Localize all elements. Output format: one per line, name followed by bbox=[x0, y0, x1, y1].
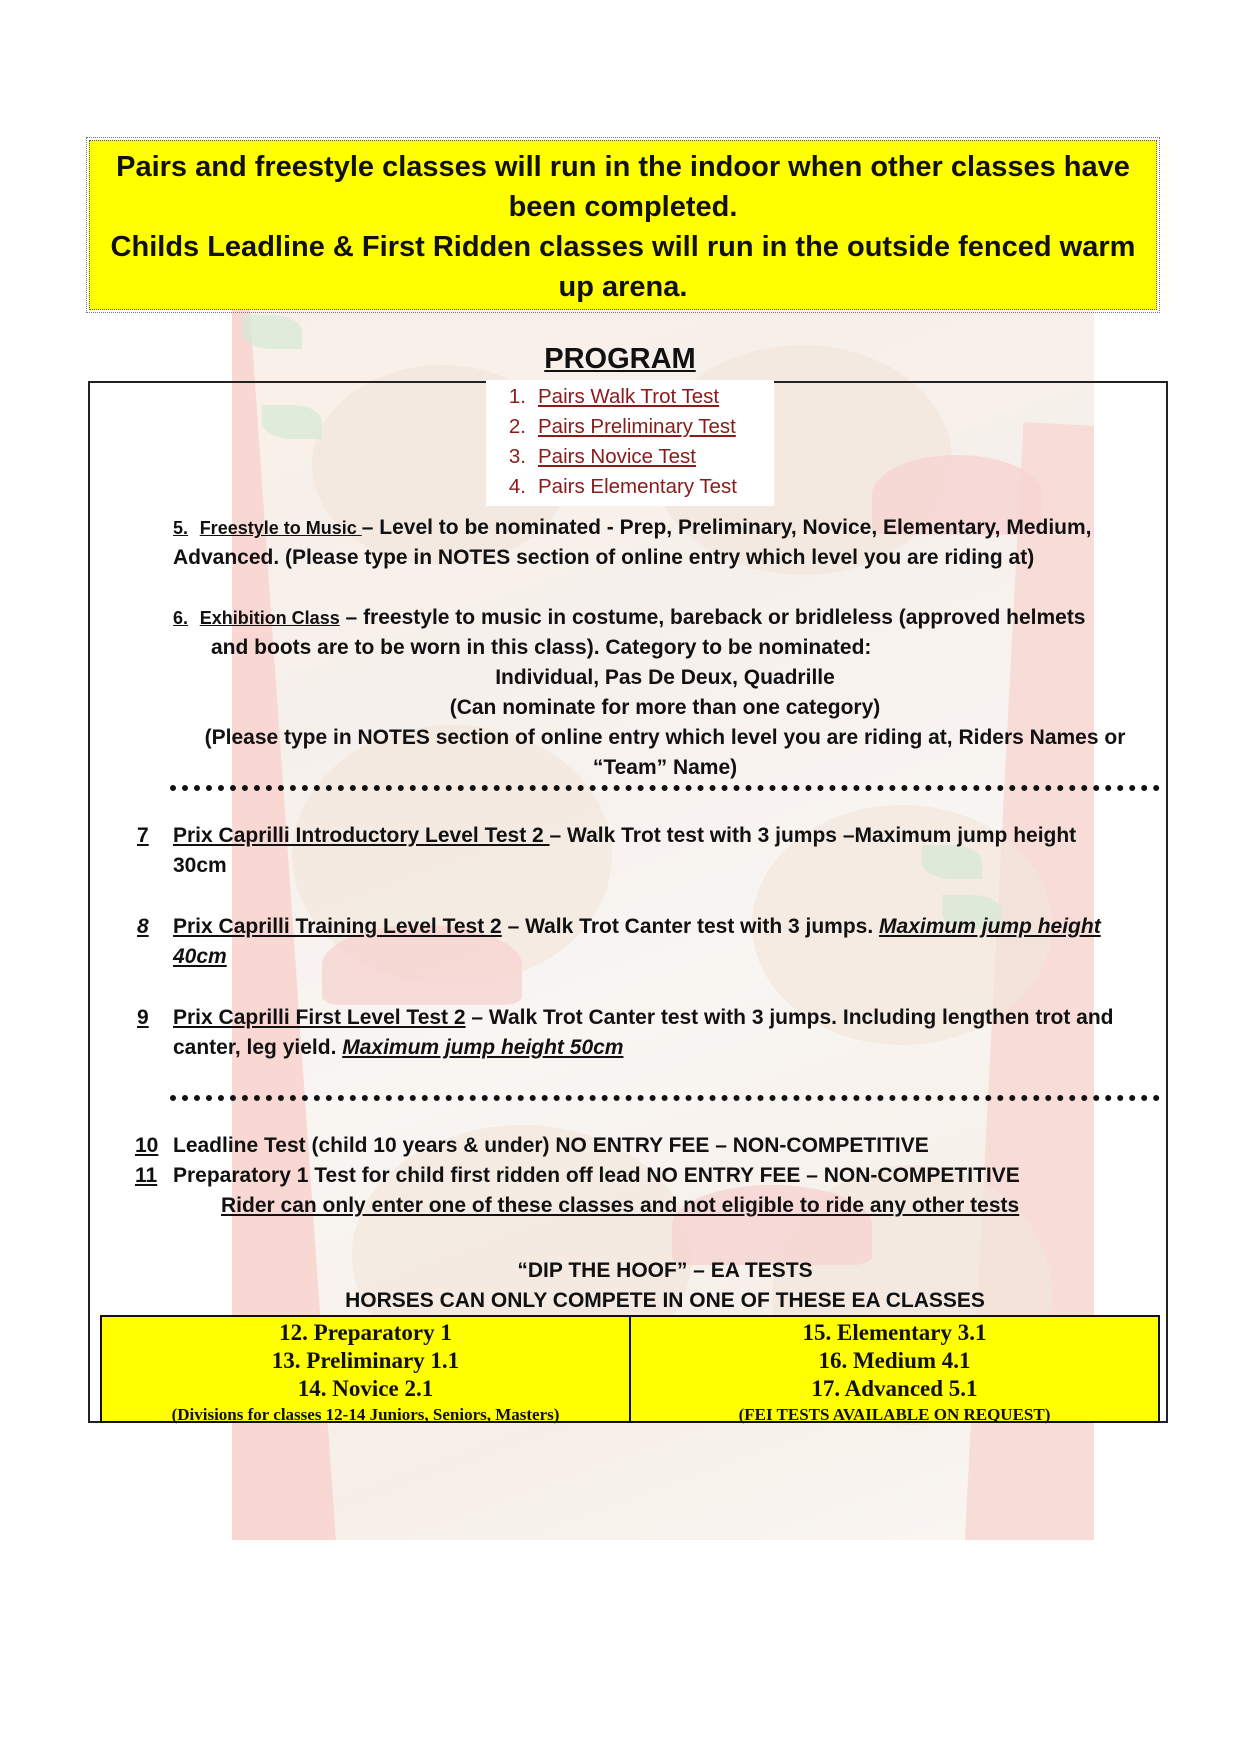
class-6-text-6: “Team” Name) bbox=[592, 756, 738, 779]
class-10-text: Leadline Test (child 10 years & under) NO ENTRY FEE – NON-COMPETITIVE bbox=[173, 1134, 929, 1157]
class-6-text-2: and boots are to be worn in this class). Category to be nominated: bbox=[211, 636, 872, 659]
class-8-title: Prix Caprilli Training Level Test 2 bbox=[173, 915, 502, 938]
ea-tests-table bbox=[100, 1315, 1160, 1423]
notice-banner bbox=[89, 140, 1157, 310]
class-9-emphasis: Maximum jump height 50cm bbox=[342, 1036, 624, 1059]
class-5-text-2: Advanced. (Please type in NOTES section of online entry which level you are riding at) bbox=[173, 546, 1035, 569]
class-9 bbox=[173, 1033, 1163, 1063]
class-6-text-5: (Please type in NOTES section of online entry which level you are riding at, Riders Names or bbox=[204, 726, 1126, 749]
class-11-text-b: NO ENTRY FEE – NON-COMPETITIVE bbox=[640, 1164, 1020, 1187]
class-6-text-4: (Can nominate for more than one category) bbox=[449, 696, 881, 719]
class-5-number: 5. bbox=[173, 518, 189, 538]
list-item bbox=[486, 382, 774, 412]
ea-test-item: 16. Medium 4.1 bbox=[818, 1348, 971, 1373]
divider bbox=[170, 785, 1160, 791]
class-9-title: Prix Caprilli First Level Test 2 bbox=[173, 1006, 466, 1029]
ea-left-note: (Divisions for classes 12-14 Juniors, Seniors, Masters) bbox=[171, 1405, 560, 1424]
pairs-label: Pairs Elementary Test bbox=[538, 475, 738, 498]
ea-test-item: 12. Preparatory 1 bbox=[279, 1320, 452, 1345]
ea-heading-2: HORSES CAN ONLY COMPETE IN ONE OF THESE EA CLASSES bbox=[345, 1289, 985, 1312]
class-5-text-1: – Level to be nominated - Prep, Preliminary, Novice, Elementary, Medium, bbox=[361, 516, 1092, 539]
class-7-number: 7 bbox=[137, 824, 149, 847]
pairs-number: 2. bbox=[508, 415, 526, 438]
pairs-number: 1. bbox=[508, 385, 526, 408]
class-10-number: 10 bbox=[135, 1134, 159, 1157]
pairs-label: Pairs Preliminary Test bbox=[538, 415, 736, 438]
class-7-text-1: – Walk Trot test with 3 jumps –Maximum jump height bbox=[549, 824, 1077, 847]
class-7 bbox=[173, 821, 1163, 851]
class-9 bbox=[173, 1003, 1163, 1033]
class-11 bbox=[173, 1161, 1163, 1191]
ea-left-column bbox=[102, 1317, 629, 1424]
ea-test-item: 13. Preliminary 1.1 bbox=[271, 1348, 460, 1373]
class-9-text-1: – Walk Trot Canter test with 3 jumps. Including lengthen trot and bbox=[465, 1006, 1114, 1029]
class-6 bbox=[173, 603, 1163, 633]
ea-right-note: (FEI TESTS AVAILABLE ON REQUEST) bbox=[738, 1405, 1051, 1424]
class-8-emphasis-2: 40cm bbox=[173, 945, 227, 968]
class-7-text-2: 30cm bbox=[173, 854, 227, 877]
class-8-emphasis-1: Maximum jump height bbox=[879, 915, 1101, 938]
pairs-number: 3. bbox=[508, 445, 526, 468]
class-6-number: 6. bbox=[173, 608, 189, 628]
banner-line-1: Pairs and freestyle classes will run in the indoor when other classes have been completed. bbox=[116, 151, 1130, 223]
list-item bbox=[486, 442, 774, 472]
class-8-text-1: – Walk Trot Canter test with 3 jumps. bbox=[501, 915, 880, 938]
class-6-title: Exhibition Class bbox=[199, 608, 340, 628]
ea-test-item: 15. Elementary 3.1 bbox=[802, 1320, 987, 1345]
class-5 bbox=[173, 513, 1163, 543]
banner-line-2: Childs Leadline & First Ridden classes will run in the outside fenced warm up arena. bbox=[110, 231, 1136, 303]
ea-test-item: 14. Novice 2.1 bbox=[297, 1376, 434, 1401]
pairs-list bbox=[486, 380, 774, 506]
class-5-title: Freestyle to Music bbox=[199, 518, 362, 538]
divider bbox=[170, 1095, 1160, 1101]
class-8 bbox=[173, 942, 227, 972]
pairs-number: 4. bbox=[508, 475, 526, 498]
class-6-text-1: – freestyle to music in costume, bareback or bridleless (approved helmets bbox=[339, 606, 1086, 629]
program-title: PROGRAM bbox=[544, 343, 696, 375]
pairs-label: Pairs Walk Trot Test bbox=[538, 385, 720, 408]
class-8-number: 8 bbox=[137, 915, 149, 938]
class-11-text-a: Preparatory 1 Test for child first ridden off lead bbox=[173, 1164, 641, 1187]
pairs-label: Pairs Novice Test bbox=[538, 445, 696, 468]
ea-right-column bbox=[629, 1317, 1158, 1424]
rider-note: Rider can only enter one of these classes and not eligible to ride any other tests bbox=[221, 1194, 1020, 1217]
list-item bbox=[486, 472, 774, 502]
class-8 bbox=[173, 912, 1163, 942]
class-7-title: Prix Caprilli Introductory Level Test 2 bbox=[173, 824, 550, 847]
class-9-number: 9 bbox=[137, 1006, 149, 1029]
class-11-number: 11 bbox=[135, 1164, 158, 1187]
ea-heading-1: “DIP THE HOOF” – EA TESTS bbox=[517, 1259, 813, 1282]
class-9-text-2: canter, leg yield. bbox=[173, 1036, 343, 1059]
list-item bbox=[486, 412, 774, 442]
ea-test-item: 17. Advanced 5.1 bbox=[811, 1376, 978, 1401]
class-6-text-3: Individual, Pas De Deux, Quadrille bbox=[495, 666, 835, 689]
